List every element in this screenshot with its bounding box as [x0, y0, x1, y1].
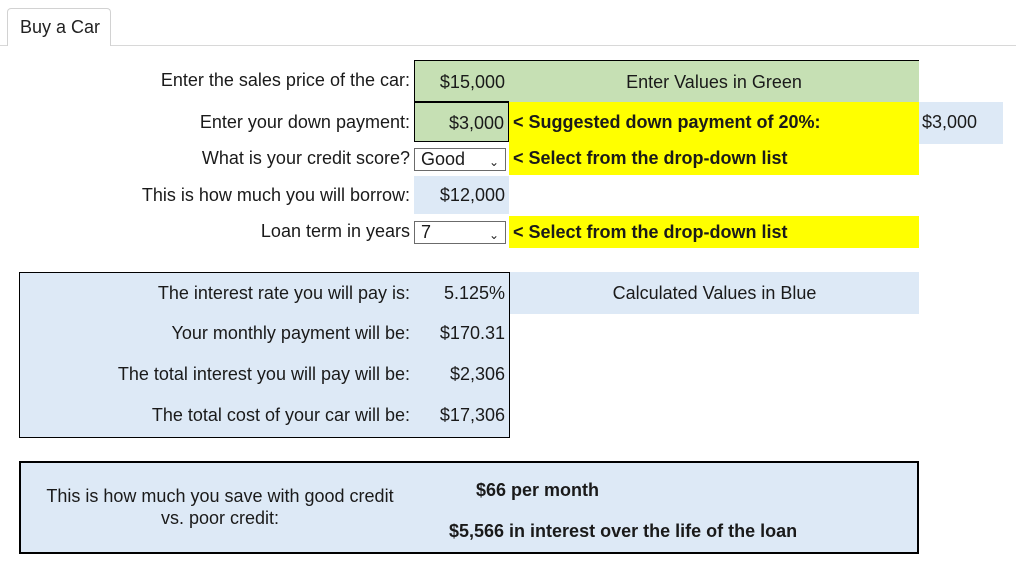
savings-interest: $5,566 in interest over the life of the loan [449, 521, 798, 541]
tab-bar-divider [0, 45, 1016, 46]
loan-term-note: < Select from the drop-down list [509, 216, 919, 248]
credit-score-select[interactable] [414, 148, 506, 171]
loan-term-label: Loan term in years [260, 221, 410, 241]
suggested-down-payment-value: $3,000 [919, 102, 1003, 144]
savings-monthly: $66 per month [476, 480, 600, 500]
credit-score-selected: Good [421, 149, 466, 169]
total-interest-label: The total interest you will pay will be: [117, 364, 410, 384]
total-interest-value: $2,306 [449, 364, 505, 384]
monthly-payment-value: $170.31 [439, 323, 505, 343]
borrow-amount: $12,000 [414, 176, 509, 214]
down-payment-label: Enter your down payment: [199, 112, 410, 132]
down-payment-input[interactable]: $3,000 [414, 102, 509, 142]
interest-rate-label: The interest rate you will pay is: [157, 283, 410, 303]
interest-rate-value: 5.125% [443, 283, 505, 303]
chevron-down-icon: ⌄ [488, 228, 499, 242]
sales-price-label: Enter the sales price of the car: [160, 70, 410, 90]
loan-term-select[interactable] [414, 221, 506, 244]
loan-term-selected: 7 [421, 222, 432, 242]
sales-price-input[interactable]: $15,000 [414, 60, 509, 102]
tab-buy-a-car[interactable]: Buy a Car [7, 8, 111, 46]
total-cost-label: The total cost of your car will be: [151, 405, 410, 425]
total-cost-value: $17,306 [439, 405, 505, 425]
blue-legend: Calculated Values in Blue [510, 272, 919, 314]
monthly-payment-label: Your monthly payment will be: [171, 323, 410, 343]
savings-label-line2: vs. poor credit: [160, 508, 280, 528]
credit-score-note: < Select from the drop-down list [509, 142, 919, 175]
chevron-down-icon: ⌄ [488, 155, 499, 169]
credit-score-label: What is your credit score? [201, 148, 410, 168]
savings-label-line1: This is how much you save with good credit [46, 486, 394, 506]
borrow-label: This is how much you will borrow: [141, 185, 410, 205]
green-legend: Enter Values in Green [509, 60, 919, 102]
savings-label [30, 485, 410, 529]
suggested-down-payment-note: < Suggested down payment of 20%: [509, 102, 919, 142]
